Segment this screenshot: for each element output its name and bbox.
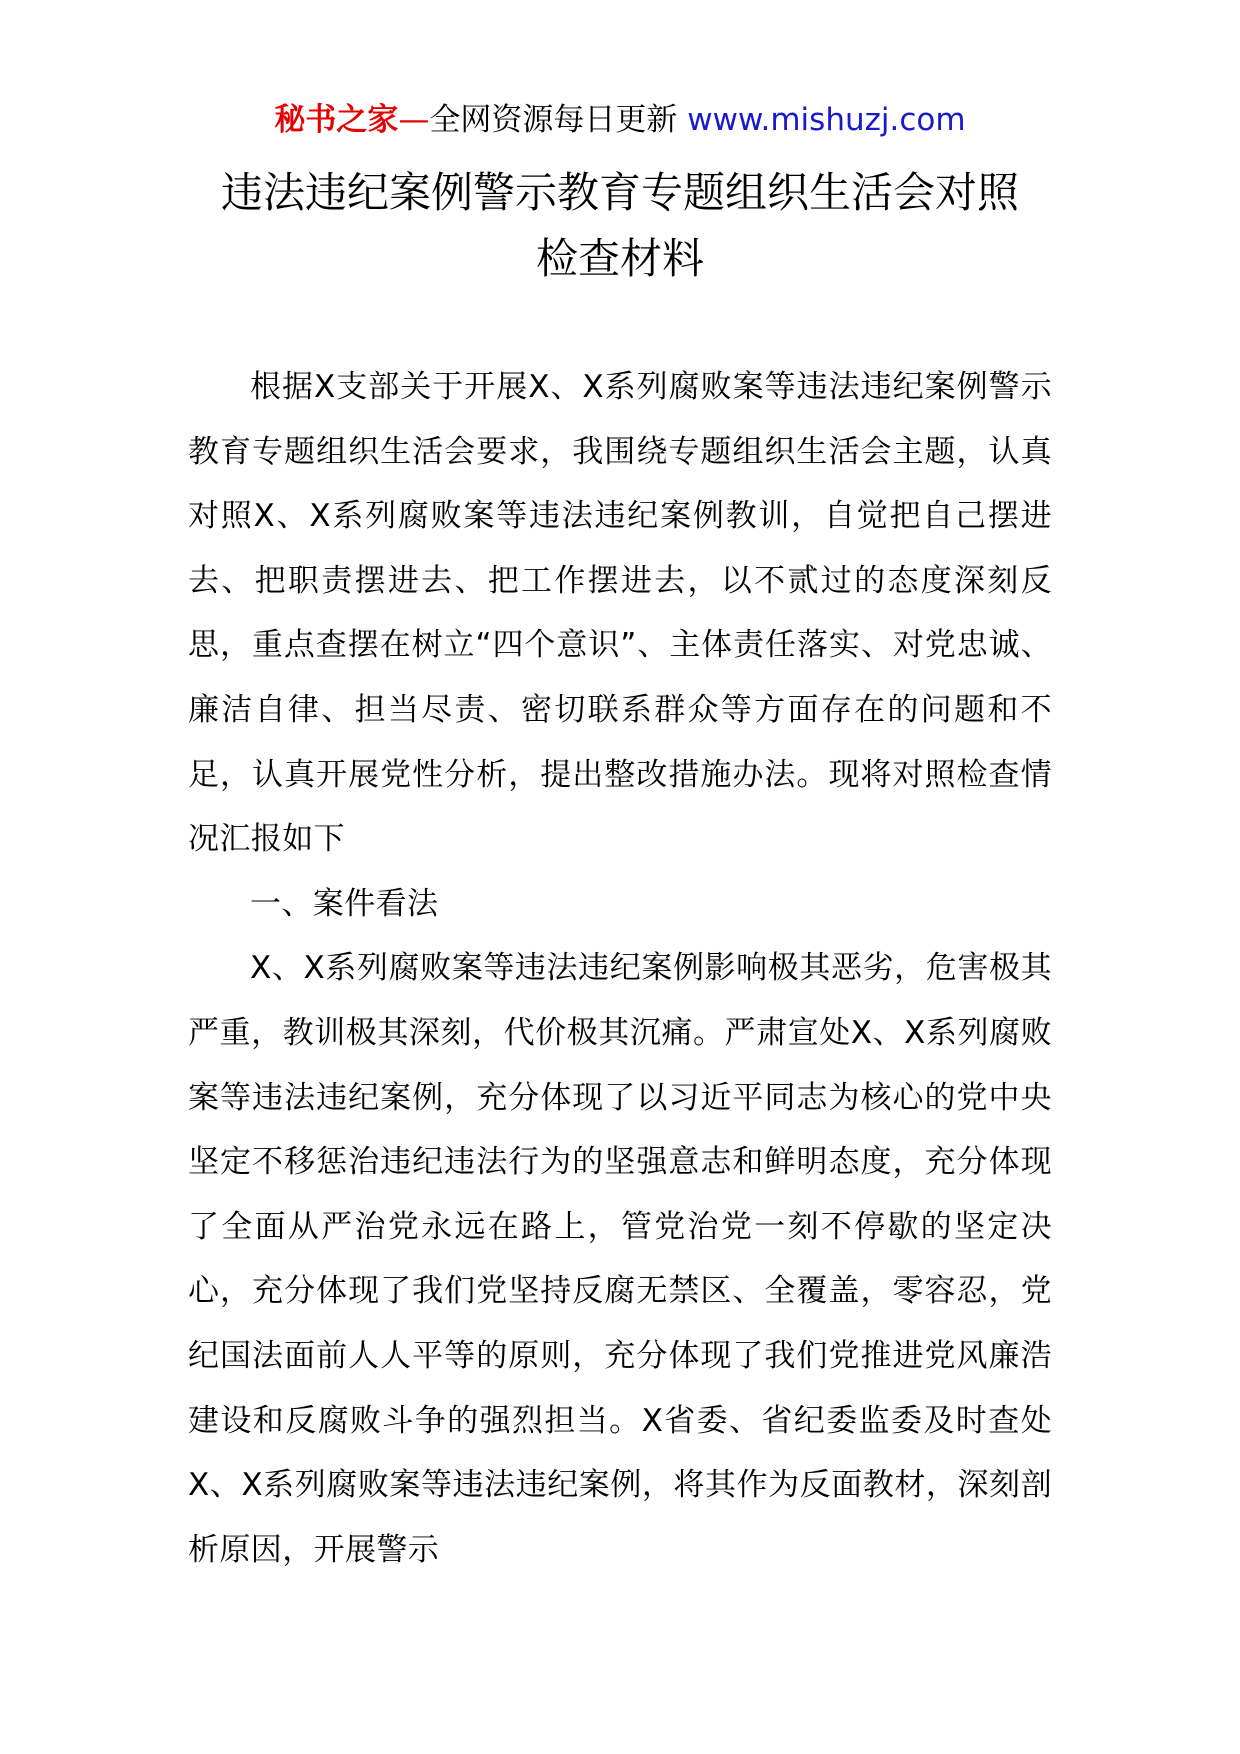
document-title: [160, 160, 1080, 292]
site-url-link[interactable]: www.mishuzj.com: [687, 102, 966, 138]
document-title-line-1: 违法违纪案例警示教育专题组织生活会对照: [220, 168, 1019, 217]
intro-paragraph: 根据X支部关于开展X、X系列腐败案等违法违纪案例警示教育专题组织生活会要求，我围绕专题组织生活会主题，认真对照X、X系列腐败案等违法违纪案例教训，自觉把自己摆进去、把职责摆进去、把工作摆进去，以不贰过的态度深刻反思，重点查摆在树立“四个意识”、主体责任落实、对党忠诚、廉洁自律、担当尽责、密切联系群众等方面存在的问题和不足，认真开展党性分析，提出整改措施办法。现将对照检查情况汇报如下: [188, 369, 1052, 858]
header-tagline: 全网资源每日更新: [429, 102, 678, 138]
header-dash: —: [398, 102, 430, 138]
brand-name: 秘书之家: [274, 102, 399, 138]
section-paragraph: X、X系列腐败案等违法违纪案例影响极其恶劣，危害极其严重，教训极其深刻，代价极其沉痛。严肃宣处X、X系列腐败案等违法违纪案例，充分体现了以习近平同志为核心的党中央坚定不移惩治违纪违法行为的坚强意志和鲜明态度，充分体现了全面从严治党永远在路上，管党治党一刻不停歇的坚定决心，充分体现了我们党坚持反腐无禁区、全覆盖，零容忍，党纪国法面前人人平等的原则，充分体现了我们党推进党风廉浩建设和反腐败斗争的强烈担当。X省委、省纪委监委及时查处X、X系列腐败案等违法违纪案例，将其作为反面教材，深刻剖析原因，开展警示: [188, 950, 1052, 1568]
site-header: [0, 98, 1240, 142]
document-title-line-2: 检查材料: [535, 234, 704, 283]
section-heading: 一、案件看法: [250, 885, 439, 922]
document-body: [188, 355, 1052, 1582]
